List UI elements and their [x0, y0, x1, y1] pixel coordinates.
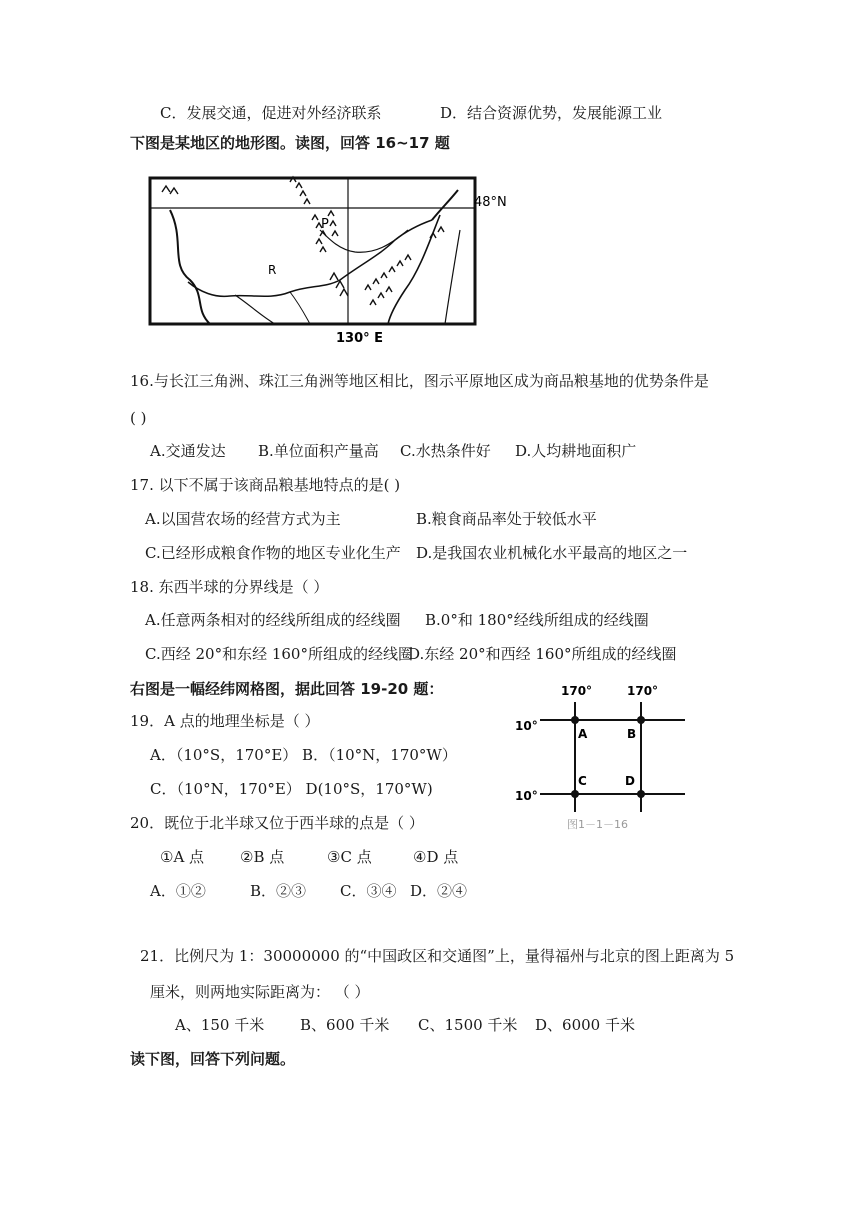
grid-caption: 图1－1－16 [567, 818, 628, 831]
grid-lat-top: 10° [515, 719, 538, 733]
grid-label-c: C [578, 774, 587, 788]
q20-option-d: D．②④ [410, 882, 468, 900]
q17-option-d: D.是我国农业机械化水平最高的地区之一 [416, 544, 688, 562]
grid-lon-right: 170° [627, 684, 659, 698]
q19-stem: 19．A 点的地理坐标是（ ） [130, 712, 320, 730]
q17-stem: 17. 以下不属于该商品粮基地特点的是( ) [130, 476, 401, 494]
q20-choice-3: ③C 点 [327, 848, 372, 866]
grid-lat-bottom: 10° [515, 789, 538, 803]
q16-stem: 16.与长江三角洲、珠江三角洲等地区相比，图示平原地区成为商品粮基地的优势条件是 [130, 372, 709, 390]
grid-label-a: A [578, 727, 588, 741]
option-d-prev: D．结合资源优势，发展能源工业 [440, 104, 663, 122]
q19-options-line1: A．（10°S，170°E） B．（10°N，170°W） [150, 746, 457, 764]
grid-label-b: B [627, 727, 637, 741]
q20-option-a: A．①② [150, 882, 206, 900]
grid-point-d-dot [637, 790, 645, 798]
q16-option-c: C.水热条件好 [400, 442, 491, 460]
q20-option-c: C．③④ [340, 882, 397, 900]
map-lon-label: 130° E [336, 331, 384, 342]
section-heading-16-17: 下图是某地区的地形图。读图，回答 16~17 题 [130, 134, 450, 152]
grid-label-d: D [625, 774, 635, 788]
terrain-map [140, 170, 520, 342]
grid-point-c-dot [571, 790, 579, 798]
q20-choice-2: ②B 点 [240, 848, 285, 866]
q21-option-c: C、1500 千米 [418, 1016, 518, 1034]
q20-choice-1: ①A 点 [160, 848, 205, 866]
q18-option-a: A.任意两条相对的经线所组成的经线圈 [145, 611, 401, 629]
q17-option-a: A.以国营农场的经营方式为主 [145, 510, 341, 528]
q16-paren: ( ) [130, 409, 147, 427]
q20-stem: 20．既位于北半球又位于西半球的点是（ ） [130, 814, 424, 832]
section-heading-next: 读下图，回答下列问题。 [130, 1050, 296, 1068]
grid-point-b-dot [637, 716, 645, 724]
q18-option-c: C.西经 20°和东经 160°所组成的经线圈 [145, 645, 413, 663]
grid-point-a-dot [571, 716, 579, 724]
q21-option-b: B、600 千米 [300, 1016, 390, 1034]
q17-option-b: B.粮食商品率处于较低水平 [416, 510, 597, 528]
q21-stem-line1: 21．比例尺为 1：30000000 的“中国政区和交通图”上，量得福州与北京的图上距离为 5 [140, 947, 735, 965]
q18-option-b: B.0°和 180°经线所组成的经线圈 [425, 611, 649, 629]
latlong-grid-figure [505, 680, 695, 840]
map-label-p: P [321, 217, 329, 232]
section-heading-19-20: 右图是一幅经纬网格图，据此回答 19-20 题： [130, 680, 444, 698]
q18-stem: 18. 东西半球的分界线是（ ） [130, 578, 329, 596]
grid-lon-left: 170° [561, 684, 593, 698]
q19-options-line2: C．（10°N，170°E） D(10°S，170°W) [150, 780, 433, 798]
q20-option-b: B．②③ [250, 882, 307, 900]
q17-option-c: C.已经形成粮食作物的地区专业化生产 [145, 544, 401, 562]
q21-stem-line2: 厘米，则两地实际距离为： （ ） [150, 983, 370, 1001]
q16-option-b: B.单位面积产量高 [258, 442, 379, 460]
q21-option-a: A、150 千米 [175, 1016, 265, 1034]
q16-option-a: A.交通发达 [150, 442, 226, 460]
map-lat-label: 48°N [474, 195, 507, 210]
q21-option-d: D、6000 千米 [535, 1016, 635, 1034]
q16-option-d: D.人均耕地面积广 [515, 442, 637, 460]
map-label-r: R [268, 263, 277, 277]
option-c-prev: C．发展交通，促进对外经济联系 [160, 104, 382, 122]
q18-option-d: D.东经 20°和西经 160°所组成的经线圈 [408, 645, 677, 663]
q20-choice-4: ④D 点 [413, 848, 459, 866]
